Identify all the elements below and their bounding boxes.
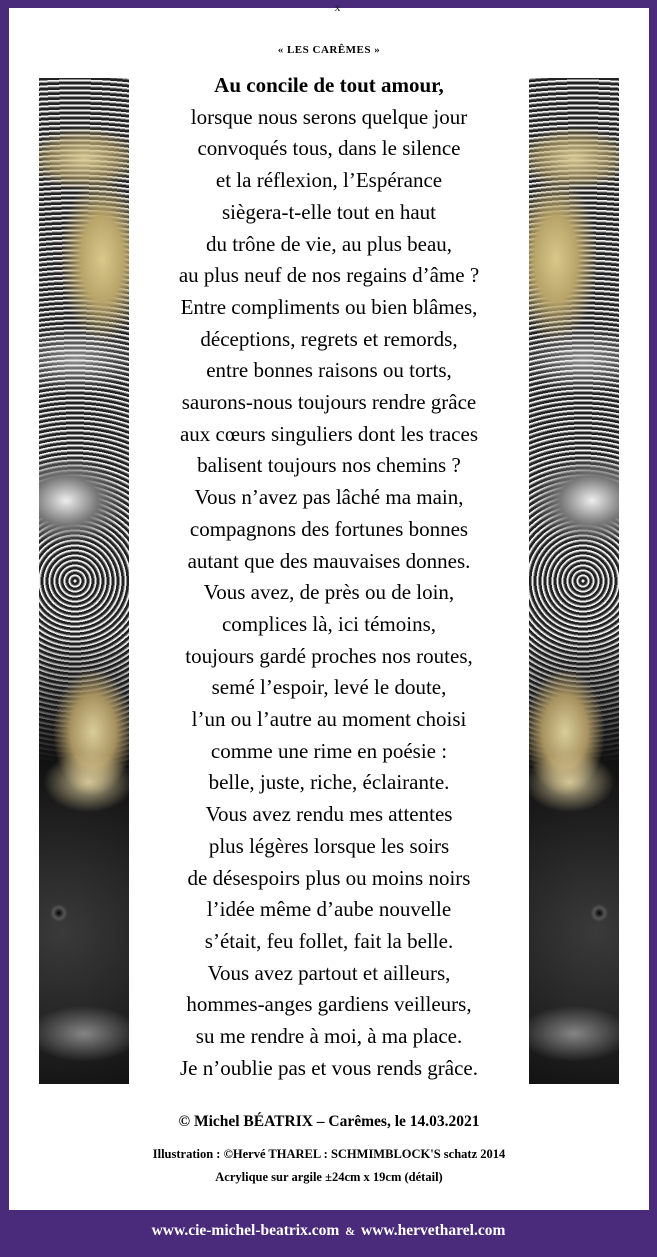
poem-line: l’idée même d’aube nouvelle bbox=[206, 897, 452, 922]
website-link-herve-tharel[interactable]: www.hervetharel.com bbox=[361, 1222, 506, 1239]
poem-line: comme une rime en poésie : bbox=[210, 738, 448, 763]
poem-line: Entre compliments ou bien blâmes, bbox=[180, 294, 478, 319]
poem-line: lorsque nous serons quelque jour bbox=[190, 104, 468, 129]
poem-line: belle, juste, riche, éclairante. bbox=[208, 770, 450, 795]
poem-line: de désespoirs plus ou moins noirs bbox=[187, 865, 471, 890]
poem-line: Vous avez partout et ailleurs, bbox=[207, 960, 451, 985]
poem-line: au plus neuf de nos regains d’âme ? bbox=[178, 263, 480, 288]
poem-line: du trône de vie, au plus beau, bbox=[205, 231, 453, 256]
website-link-michel-beatrix[interactable]: www.cie-michel-beatrix.com bbox=[151, 1222, 340, 1239]
poem-line: entre bonnes raisons ou torts, bbox=[206, 358, 452, 383]
close-mark: x bbox=[334, 0, 341, 14]
poem-line: plus légères lorsque les soirs bbox=[208, 833, 450, 858]
poem-card bbox=[9, 0, 649, 1210]
poem-line: su me rendre à moi, à ma place. bbox=[195, 1024, 463, 1049]
copyright-line: © Michel BÉATRIX – Carêmes, le 14.03.2021 bbox=[178, 1113, 480, 1130]
poem-line: hommes-anges gardiens veilleurs, bbox=[186, 992, 472, 1017]
illustration-right bbox=[529, 78, 619, 1084]
poem-line: Je n’oublie pas et vous rends grâce. bbox=[180, 1055, 478, 1080]
poem-line: siègera-t-elle tout en haut bbox=[222, 199, 436, 224]
poem-line: toujours gardé proches nos routes, bbox=[185, 643, 473, 668]
series-title: « LES CARÊMES » bbox=[277, 44, 381, 56]
poem-line: autant que des mauvaises donnes. bbox=[187, 548, 471, 573]
poem-line: compagnons des fortunes bonnes bbox=[189, 516, 469, 541]
poem-line: balisent toujours nos chemins ? bbox=[197, 453, 461, 478]
poem-line: l’un ou l’autre au moment choisi bbox=[191, 707, 467, 732]
illustration-left bbox=[39, 78, 129, 1084]
poem-line: s’était, feu follet, fait la belle. bbox=[204, 928, 454, 953]
poem-line: Vous avez rendu mes attentes bbox=[205, 802, 453, 827]
poem-line: aux cœurs singuliers dont les traces bbox=[179, 421, 478, 446]
poem-line: saurons-nous toujours rendre grâce bbox=[181, 390, 477, 415]
poem-line: Vous avez, de près ou de loin, bbox=[203, 580, 455, 605]
poem-text bbox=[134, 70, 524, 1085]
poem-line: complices là, ici témoins, bbox=[221, 611, 437, 636]
footer-links bbox=[0, 1222, 657, 1240]
poem-line: et la réflexion, l’Espérance bbox=[215, 168, 443, 193]
poem-line: convoqués tous, dans le silence bbox=[197, 136, 461, 161]
illustration-credit: Illustration : ©Hervé THAREL : SCHMIMBLOCK'S schatz 2014 bbox=[152, 1147, 506, 1161]
footer-separator: & bbox=[345, 1224, 356, 1238]
poem-line: déceptions, regrets et remords, bbox=[200, 326, 458, 351]
poem-title-line: Au concile de tout amour, bbox=[214, 73, 444, 97]
poem-line: semé l’espoir, levé le doute, bbox=[211, 675, 447, 700]
poem-line: Vous n’avez pas lâché ma main, bbox=[194, 485, 464, 510]
illustration-medium: Acrylique sur argile ±24cm x 19cm (détail) bbox=[215, 1170, 443, 1184]
